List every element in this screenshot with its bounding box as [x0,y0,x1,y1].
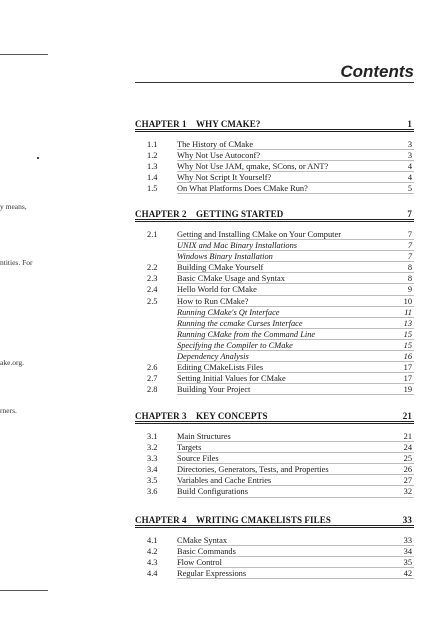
left-fragment: rners. [0,406,17,415]
chapter-rule [135,525,414,526]
entry-title: Editing CMakeLists Files [177,363,264,373]
chapter-rule [135,527,414,528]
entry-title: How to Run CMake? [177,296,249,306]
entry-number: 1.2 [147,151,158,161]
entry-title: Source Files [177,454,219,464]
entry-number: 4.2 [147,547,158,557]
entry-page: 16 [403,352,412,362]
left-rule-bottom [0,590,48,591]
chapter-label: CHAPTER 4 [135,515,187,525]
entry-number: 3.5 [147,476,158,486]
entry-title: Building Your Project [177,385,251,395]
chapter-section [135,119,414,194]
entry-title: CMake Syntax [177,536,228,545]
entry-page: 4 [407,162,412,172]
entry-number: 2.8 [147,385,158,395]
toc-entry[interactable] [135,229,414,240]
entry-title: Windows Binary Installation [177,252,273,262]
chapter-label: CHAPTER 1 [135,119,187,129]
entry-number: 4.4 [147,569,158,579]
entry-page: 4 [407,173,412,183]
entry-page: 34 [403,547,412,557]
entry-number: 4.1 [147,536,158,545]
entry-number: 1.5 [147,184,158,194]
entry-page: 15 [403,329,412,339]
chapter-rule [135,423,414,424]
entry-title: Why Not Script It Yourself? [177,173,272,183]
chapter-rule [135,129,414,130]
entry-title: On What Platforms Does CMake Run? [177,184,308,194]
entry-number: 2.3 [147,274,158,284]
chapter-label: CHAPTER 2 [135,209,187,219]
chapter-rule [135,219,414,220]
entry-rule [177,578,414,579]
toc-entry[interactable] [135,183,414,194]
entry-number: 3.4 [147,465,158,475]
toc-entry[interactable] [135,340,414,351]
entry-list [135,229,414,395]
entry-number: 2.1 [147,230,158,239]
toc-entry[interactable] [135,296,414,307]
entry-page: 42 [403,569,412,579]
entry-page: 19 [403,385,412,395]
entry-page: 3 [407,151,412,161]
entry-title: Hello World for CMake [177,285,257,295]
entry-number: 1.4 [147,173,158,183]
entry-title: Getting and Installing CMake on Your Computer [177,230,341,239]
entry-number: 3.2 [147,443,158,453]
entry-list [135,535,414,579]
chapter-section [135,209,414,395]
chapter-page: 1 [407,119,412,129]
chapter-rule [135,131,414,132]
entry-title: Basic CMake Usage and Syntax [177,274,285,284]
chapter-title: KEY CONCEPTS [196,411,268,421]
entry-page: 11 [404,307,412,317]
entry-title: Flow Control [177,558,222,568]
toc-entry[interactable] [135,453,414,464]
entry-page: 3 [407,140,412,149]
toc-entry[interactable] [135,475,414,486]
entry-title: Running the ccmake Curses Interface [177,318,303,328]
entry-title: Running CMake from the Command Line [177,329,316,339]
chapter-heading[interactable] [135,209,414,221]
chapter-heading[interactable] [135,515,414,527]
entry-title: Targets [177,443,202,453]
entry-page: 8 [407,263,412,273]
chapter-page: 21 [402,411,412,421]
entry-title: Why Not Use Autoconf? [177,151,261,161]
toc-entry[interactable] [135,351,414,362]
entry-title: The History of CMake [177,140,254,149]
toc-entry[interactable] [135,318,414,329]
chapter-section [135,515,414,579]
entry-rule [177,497,414,498]
title-rule [135,82,414,83]
chapter-heading[interactable] [135,119,414,131]
toc-entry[interactable] [135,373,414,384]
entry-title: Why Not Use JAM, qmake, SCons, or ANT? [177,162,329,172]
chapter-title: WHY CMAKE? [196,119,261,129]
toc-entry[interactable] [135,557,414,568]
toc-entry[interactable] [135,442,414,453]
entry-number: 3.1 [147,432,158,441]
entry-page: 7 [407,252,412,262]
entry-number: 2.4 [147,285,158,295]
entry-number: 1.1 [147,140,158,149]
entry-page: 21 [403,432,412,441]
page-title: Contents [340,62,414,81]
toc-entry[interactable] [135,464,414,475]
entry-page: 15 [403,340,412,350]
entry-number: 3.6 [147,487,158,497]
entry-title: Specifying the Compiler to CMake [177,340,293,350]
toc-entry[interactable] [135,568,414,579]
entry-number: 3.3 [147,454,158,464]
chapter-title: GETTING STARTED [196,209,284,219]
chapter-section [135,411,414,498]
entry-number: 2.6 [147,363,158,373]
toc-entry[interactable] [135,384,414,395]
toc-entry[interactable] [135,546,414,557]
entry-title: Running CMake's Qt Interface [177,307,280,317]
entry-page: 7 [407,241,412,251]
entry-title: Dependency Analysis [177,352,249,362]
toc-entry[interactable] [135,150,414,161]
entry-rule [177,193,414,194]
toc-entry[interactable] [135,139,414,150]
entry-list [135,139,414,194]
left-fragment: ake.org. [0,358,25,367]
entry-number: 4.3 [147,558,158,568]
entry-page: 9 [407,285,412,295]
entry-number: 2.5 [147,296,158,306]
entry-number: 1.3 [147,162,158,172]
entry-title: Directories, Generators, Tests, and Properties [177,465,329,475]
chapter-title: WRITING CMAKELISTS FILES [196,515,331,525]
entry-page: 26 [403,465,412,475]
toc-entry[interactable] [135,240,414,251]
toc-entry[interactable] [135,273,414,284]
toc-entry[interactable] [135,262,414,273]
left-fragment: ntities. For [0,258,33,267]
toc-entry[interactable] [135,431,414,442]
toc-entry[interactable] [135,284,414,295]
toc-entry[interactable] [135,362,414,373]
chapter-heading[interactable] [135,411,414,423]
entry-list [135,431,414,498]
entry-title: Basic Commands [177,547,236,557]
entry-page: 33 [403,536,412,545]
left-rule-top [0,54,48,55]
entry-page: 8 [407,274,412,284]
toc-entry[interactable] [135,161,414,172]
entry-page: 24 [403,443,412,453]
entry-page: 7 [407,230,412,239]
entry-title: Main Structures [177,432,231,441]
entry-title: Build Configurations [177,487,248,497]
chapter-label: CHAPTER 3 [135,411,187,421]
entry-title: Building CMake Yourself [177,263,264,273]
chapter-rule [135,221,414,222]
entry-page: 32 [403,487,412,497]
chapter-page: 33 [402,515,412,525]
entry-page: 27 [403,476,412,486]
toc-entry[interactable] [135,172,414,183]
entry-page: 10 [403,296,412,306]
chapter-rule [135,421,414,422]
entry-number: 2.7 [147,374,158,384]
entry-page: 17 [403,363,412,373]
chapter-page: 7 [407,209,412,219]
entry-page: 17 [403,374,412,384]
toc-entry[interactable] [135,329,414,340]
left-fragment: y means, [0,202,27,211]
toc-entry[interactable] [135,307,414,318]
entry-page: 35 [403,558,412,568]
toc-entry[interactable] [135,251,414,262]
entry-title: Setting Initial Values for CMake [177,374,286,384]
entry-title: Variables and Cache Entries [177,476,272,486]
entry-page: 25 [403,454,412,464]
toc-entry[interactable] [135,486,414,497]
entry-title: Regular Expressions [177,569,247,579]
entry-page: 13 [403,318,412,328]
left-page-edge [0,0,58,620]
toc-entry[interactable] [135,535,414,546]
left-dot [37,157,39,159]
entry-title: UNIX and Mac Binary Installations [177,241,298,251]
entry-page: 5 [407,184,412,194]
entry-rule [177,394,414,395]
entry-number: 2.2 [147,263,158,273]
